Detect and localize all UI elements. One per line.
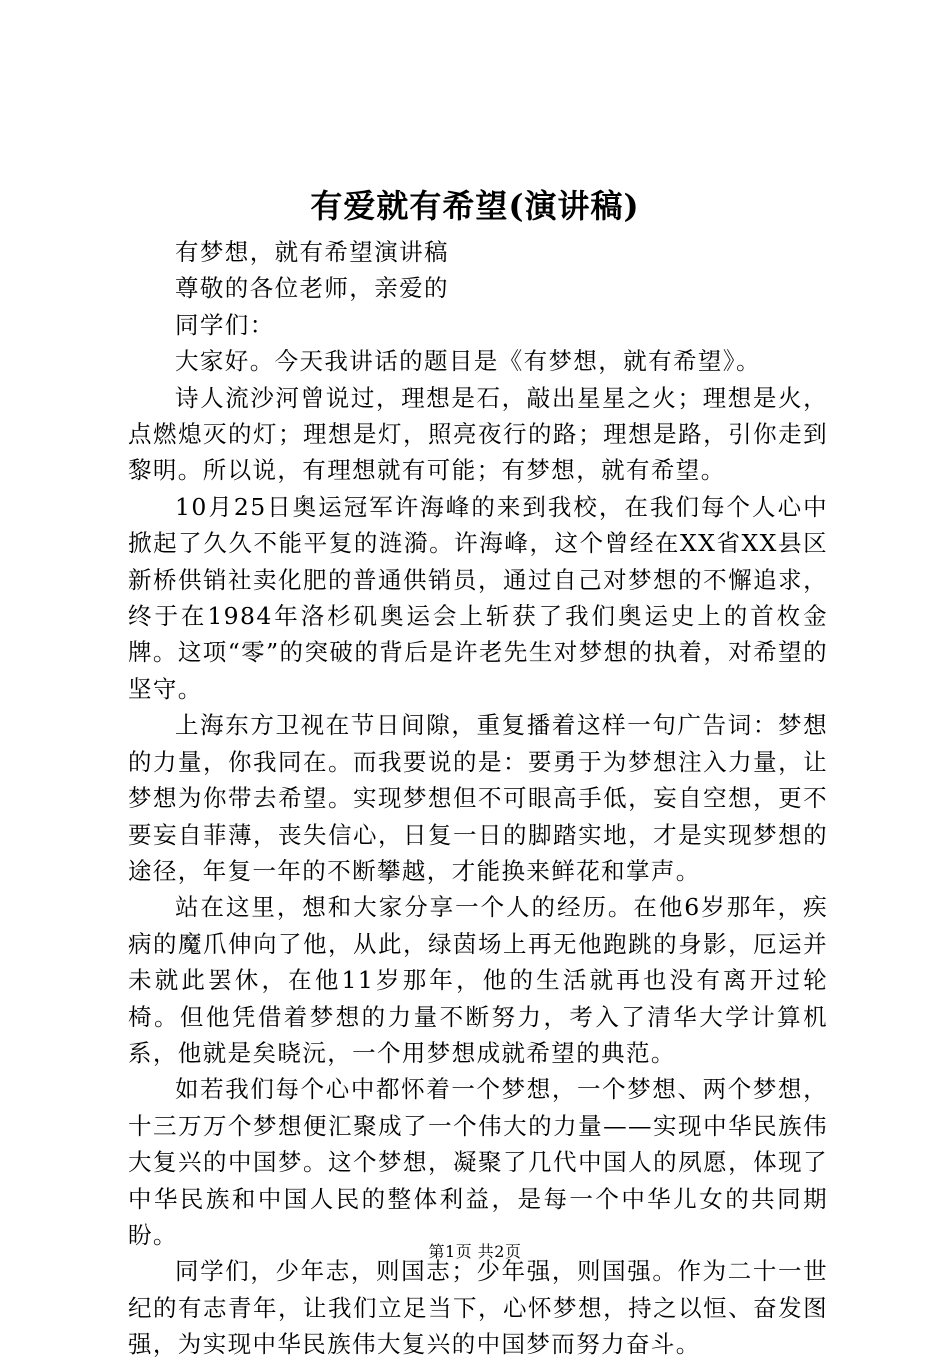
paragraph-greeting: 大家好。今天我讲话的题目是《有梦想，就有希望》。 [175,347,761,376]
paragraph-salutation-line-1: 尊敬的各位老师，亲爱的 [175,274,449,303]
document-body [128,234,828,1363]
paragraph-poet-quote: 诗人流沙河曾说过，理想是石，敲出星星之火；理想是火，点燃熄灭的灯；理想是灯，照亮夜行的路；理想是路，引你走到黎明。所以说，有理想就有可能；有梦想，就有希望。 [128,383,828,485]
page-footer: 第1页 共2页 [428,1242,522,1261]
paragraph-china-dream: 如若我们每个心中都怀着一个梦想，一个梦想、两个梦想，十三万万个梦想便汇聚成了一个伟大的力量——实现中华民族伟大复兴的中国梦。这个梦想，凝聚了几代中国人的夙愿，体现了中华民族和中国人民的整体利益，是每一个中华儿女的共同期盼。 [128,1075,828,1249]
paragraph-heading-line: 有梦想，就有希望演讲稿 [175,238,449,266]
paragraph-dragon-tv: 上海东方卫视在节日间隙，重复播着这样一句广告词：梦想的力量，你我同在。而我要说的是：要勇于为梦想注入力量，让梦想为你带去希望。实现梦想但不可眼高手低，妄自空想，更不要妄自菲薄，丧失信心，日复一日的脚踏实地，才是实现梦想的途径，年复一年的不断攀越，才能换来鲜花和掌声。 [128,711,828,885]
paragraph-salutation-line-2: 同学们： [175,310,275,339]
paragraph-closing: 同学们，少年志，则国志；少年强，则国强。作为二十一世纪的有志青年，让我们立足当下，心怀梦想，持之以恒、奋发图强，为实现中华民族伟大复兴的中国梦而努力奋斗。 [128,1257,828,1359]
paragraph-xu-haifeng: 10月25日奥运冠军许海峰的来到我校，在我们每个人心中掀起了久久不能平复的涟漪。许海峰，这个曾经在XX省XX县区新桥供销社卖化肥的普通供销员，通过自己对梦想的不懈追求，终于在1984年洛杉矶奥运会上斩获了我们奥运史上的首枚金牌。这项“零”的突破的背后是许老先生对梦想的执着，对希望的坚守。 [128,492,828,703]
paragraph-story: 站在这里，想和大家分享一个人的经历。在他6岁那年，疾病的魔爪伸向了他，从此，绿茵场上再无他跑跳的身影，厄运并未就此罢休，在他11岁那年，他的生活就再也没有离开过轮椅。但他凭借着梦想的力量不断努力，考入了清华大学计算机系，他就是矣晓沅，一个用梦想成就希望的典范。 [128,893,828,1067]
document-title: 有爱就有希望(演讲稿) [310,187,640,225]
